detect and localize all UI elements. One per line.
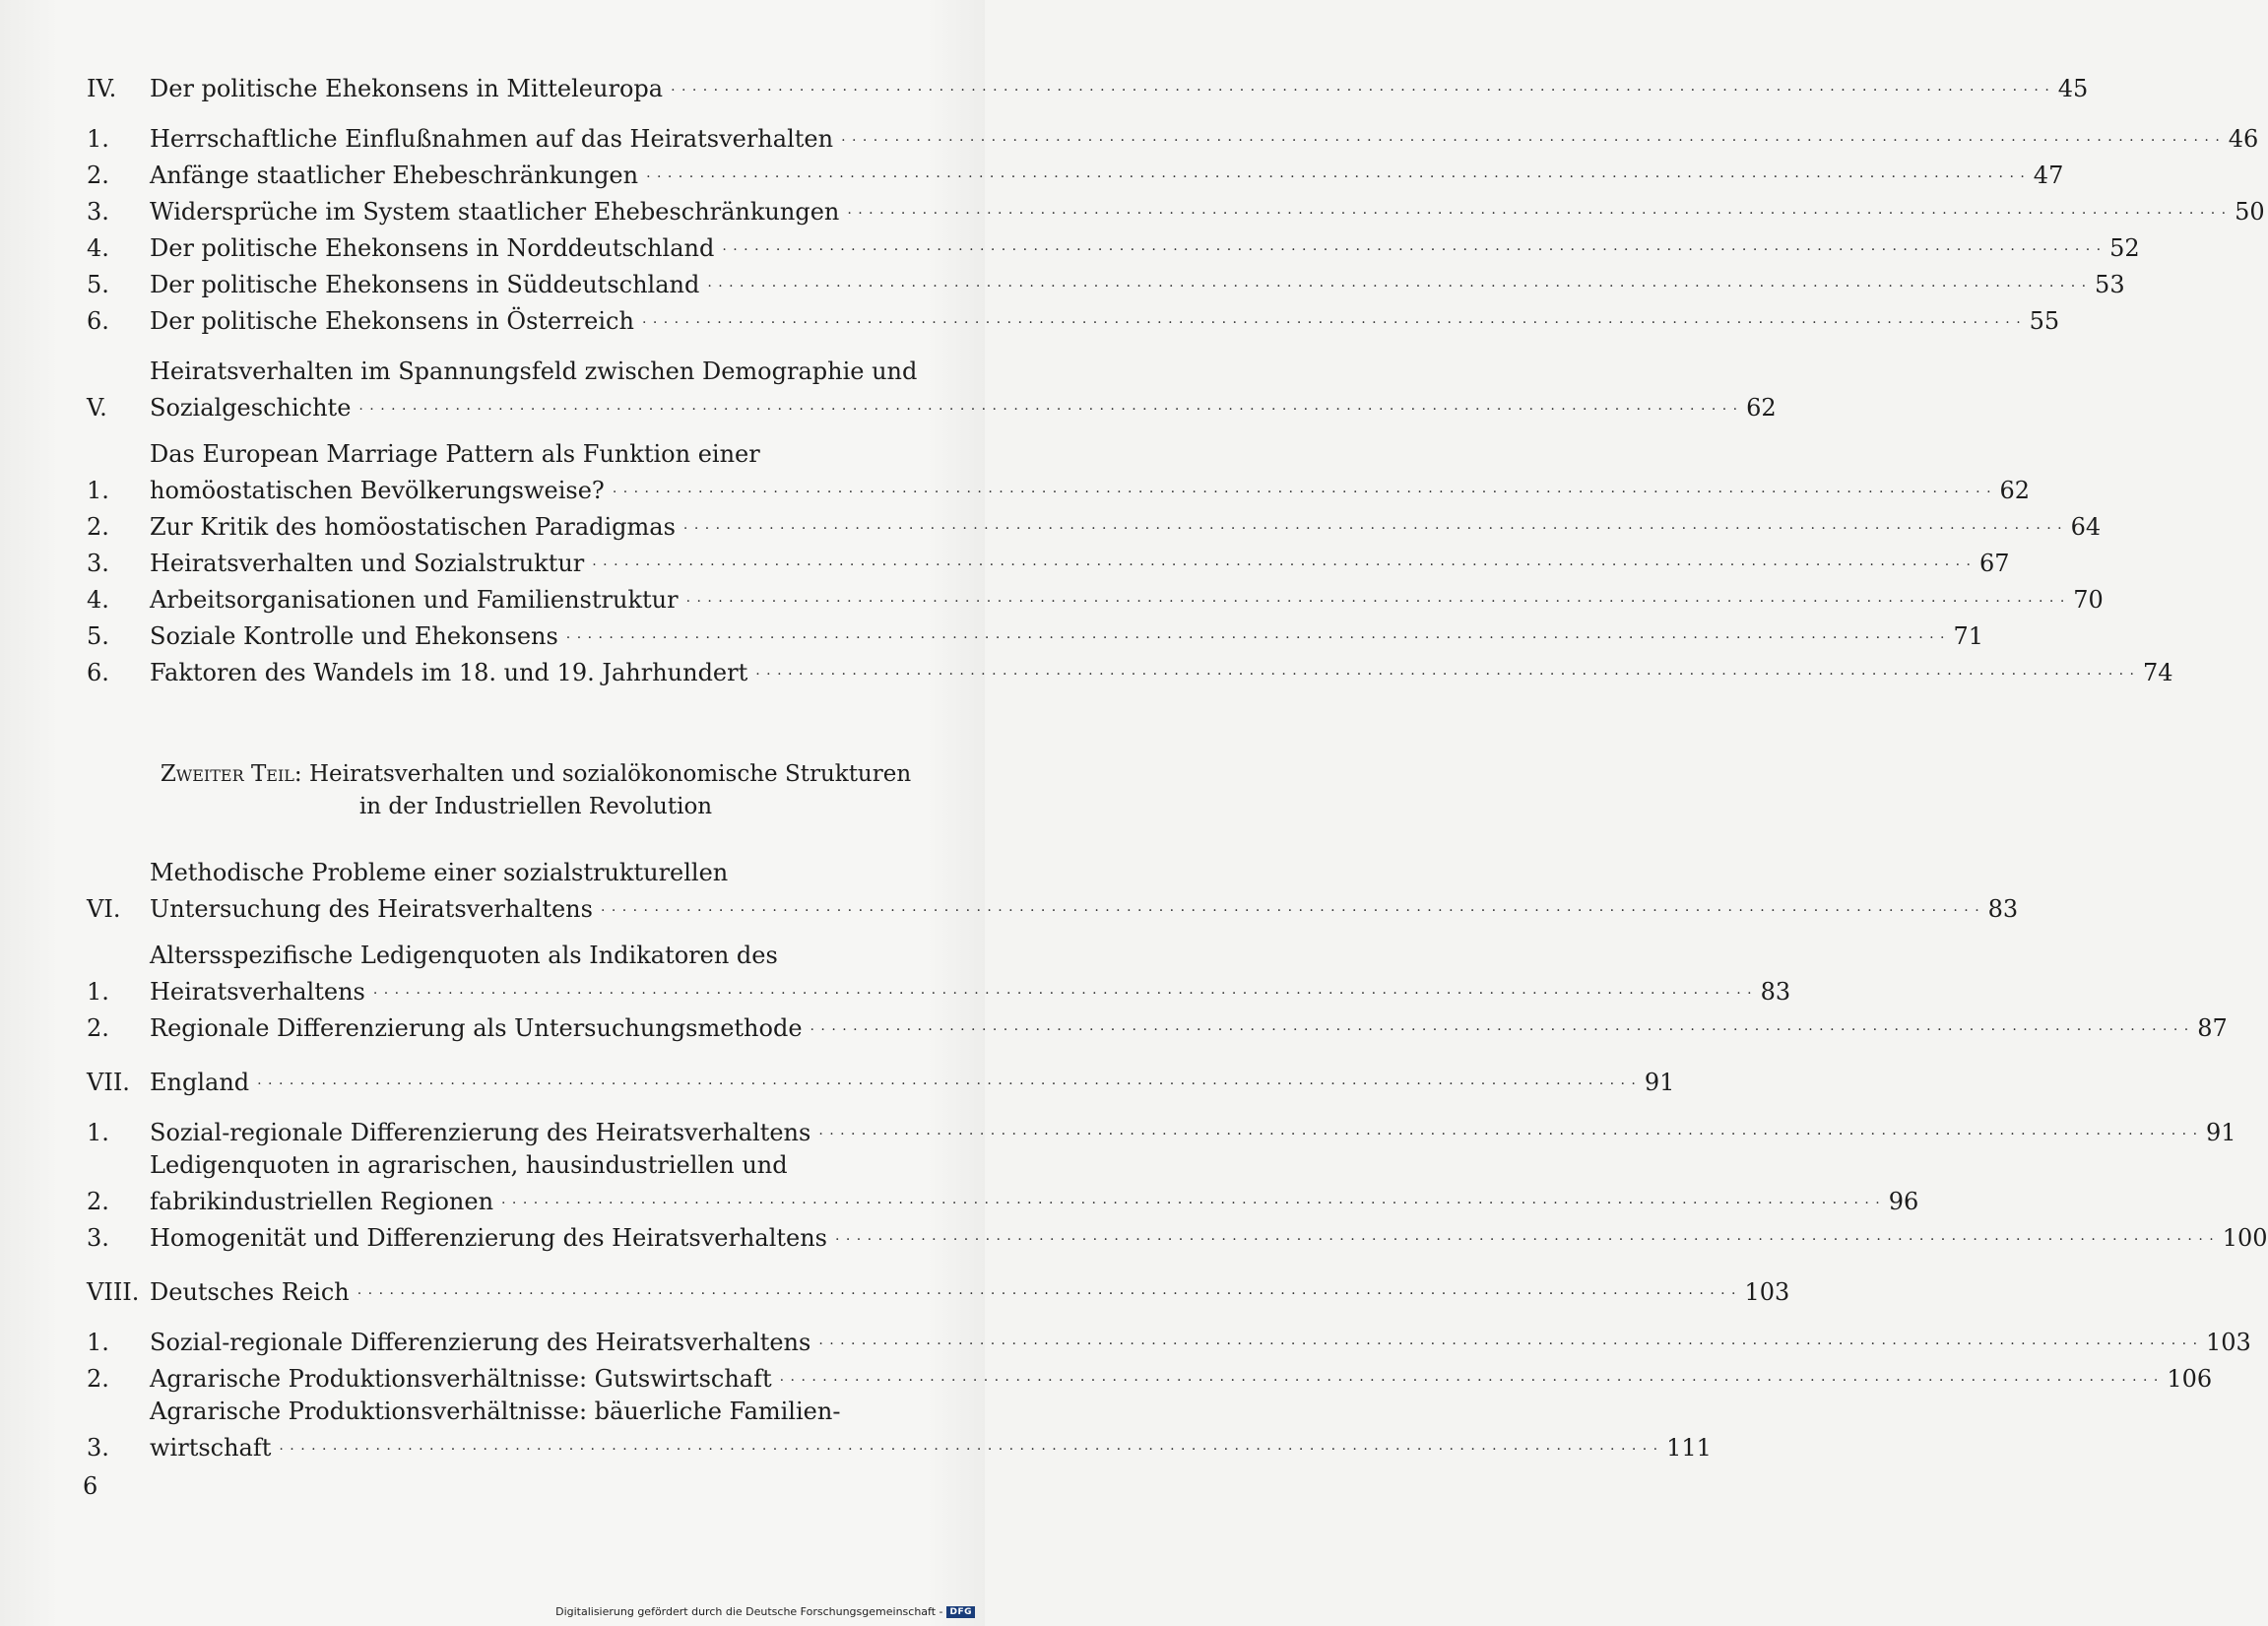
entry-body	[150, 1323, 2251, 1359]
leader-dots	[707, 263, 2087, 299]
entry-page-number: 64	[2070, 513, 2102, 541]
toc-section-entry	[87, 544, 2010, 580]
part-title-line2: in der Industriellen Revolution	[358, 794, 713, 819]
entry-title-line: Der politische Ehekonsens in Norddeutschland	[150, 234, 715, 262]
entry-number: 1.	[87, 125, 109, 153]
leader-dots	[686, 578, 2066, 615]
chapter-block	[87, 69, 2089, 105]
table-of-contents	[87, 69, 2268, 1482]
toc-chapter-entry	[87, 69, 2089, 105]
entry-body	[150, 119, 2258, 156]
entry-page-number: 106	[2167, 1365, 2213, 1393]
entry-last-line	[150, 192, 2265, 228]
leader-dots	[566, 615, 1946, 651]
entry-body	[150, 940, 1790, 1008]
entry-page-number: 53	[2095, 271, 2125, 298]
entry-body	[150, 1149, 1918, 1218]
entry-body	[150, 653, 2173, 689]
entry-page-number: 71	[1953, 622, 1984, 650]
leader-dots	[847, 190, 2227, 227]
entry-title-line: Der politische Ehekonsens in Österreich	[150, 307, 634, 335]
leader-dots	[592, 542, 1972, 578]
toc-part-one	[87, 69, 2265, 689]
entry-last-line	[150, 301, 2059, 338]
leader-dots	[722, 227, 2102, 263]
leader-dots	[279, 1426, 1658, 1463]
toc-section-entry	[87, 1008, 2228, 1045]
digitization-footer	[555, 1605, 975, 1618]
entry-last-line	[150, 1323, 2251, 1359]
entry-page-number: 50	[2235, 198, 2265, 226]
entry-number: 3.	[87, 1434, 109, 1462]
entry-number: 1.	[87, 1119, 109, 1146]
entry-body	[150, 580, 2104, 617]
entry-page-number: 111	[1666, 1434, 1712, 1462]
part-heading	[87, 758, 926, 823]
chapter-block	[87, 1063, 1675, 1099]
entry-title-line: Anfänge staatlicher Ehebeschränkungen	[150, 162, 639, 189]
entry-last-line	[150, 156, 2063, 192]
entry-title-line: Agrarische Produktionsverhältnisse: Gutswirtschaft	[150, 1365, 772, 1393]
entry-title-line: Heiratsverhalten im Spannungsfeld zwischen Demographie und	[150, 358, 918, 385]
entry-title-line: Heiratsverhaltens	[150, 978, 365, 1006]
entry-page-number: 55	[2029, 307, 2060, 335]
entry-page-number: 103	[2206, 1329, 2251, 1356]
entry-page-number: 62	[1999, 477, 2031, 504]
entry-last-line	[150, 1182, 1918, 1218]
entry-title-line: Soziale Kontrolle und Ehekonsens	[150, 622, 558, 650]
entry-last-line	[150, 388, 1777, 424]
leader-dots	[642, 299, 2022, 336]
entry-last-line	[150, 617, 1983, 653]
entry-title-line: Sozial-regionale Differenzierung des Heiratsverhaltens	[150, 1119, 811, 1146]
entry-number: 4.	[87, 234, 109, 262]
entry-last-line	[150, 69, 2088, 105]
entry-body	[150, 617, 1983, 653]
chapter-block	[87, 857, 2019, 926]
entry-last-line	[150, 1428, 1712, 1464]
entry-page-number: 103	[1744, 1278, 1790, 1306]
entry-number: 2.	[87, 513, 109, 541]
entry-number: 3.	[87, 550, 109, 577]
leader-dots	[780, 1357, 2160, 1394]
entry-last-line	[150, 889, 2018, 926]
entry-number: V.	[87, 394, 107, 422]
toc-chapter-entry	[87, 356, 1777, 424]
entry-title-line: Der politische Ehekonsens in Mitteleuropa	[150, 75, 664, 102]
entry-page-number: 87	[2197, 1014, 2228, 1042]
entry-body	[150, 301, 2059, 338]
entry-number: 1.	[87, 477, 109, 504]
leader-dots	[601, 887, 1980, 924]
entry-body	[150, 507, 2101, 544]
entry-title-line: Sozial-regionale Differenzierung des Heiratsverhaltens	[150, 1329, 811, 1356]
toc-section-entry	[87, 1359, 2213, 1396]
toc-section	[87, 356, 2173, 689]
toc-section-entry	[87, 580, 2104, 617]
entry-title-line: Ledigenquoten in agrarischen, hausindustriellen und	[150, 1151, 788, 1179]
toc-section-entry	[87, 940, 1791, 1008]
entry-number: 5.	[87, 622, 109, 650]
entry-title-line: Sozialgeschichte	[150, 394, 352, 422]
leader-dots	[835, 1216, 2215, 1253]
entry-number: VII.	[87, 1069, 130, 1096]
entry-number: 1.	[87, 1329, 109, 1356]
leader-dots	[671, 67, 2050, 103]
toc-section-entry	[87, 1149, 1919, 1218]
entry-title-line: Faktoren des Wandels im 18. und 19. Jahrhundert	[150, 659, 748, 686]
toc-section-entry	[87, 192, 2265, 228]
toc-section-entry	[87, 265, 2125, 301]
toc-section-entry	[87, 617, 1984, 653]
entry-title-line: Der politische Ehekonsens in Süddeutschland	[150, 271, 700, 298]
leader-dots	[373, 970, 1753, 1007]
toc-section-entry	[87, 156, 2064, 192]
footer-text: Digitalisierung gefördert durch die Deutsche Forschungsgemeinschaft -	[555, 1605, 943, 1618]
toc-section-entry	[87, 1396, 1712, 1464]
entry-last-line	[150, 1218, 2268, 1255]
leader-dots	[358, 386, 1738, 423]
leader-dots	[257, 1061, 1637, 1097]
entry-body	[150, 438, 2030, 507]
entry-last-line	[150, 1359, 2212, 1396]
entry-page-number: 91	[2206, 1119, 2236, 1146]
toc-section-entry	[87, 438, 2031, 507]
entry-body	[150, 1359, 2212, 1396]
leader-dots	[818, 1111, 2198, 1147]
toc-section	[87, 1063, 2268, 1255]
entry-title-line: Altersspezifische Ledigenquoten als Indikatoren des	[150, 942, 778, 969]
entry-body	[150, 1063, 1674, 1099]
chapter-block	[87, 1272, 1790, 1309]
entry-number: VI.	[87, 895, 121, 923]
toc-chapter-entry	[87, 857, 2019, 926]
entry-title-line: Deutsches Reich	[150, 1278, 350, 1306]
entry-title-line: Arbeitsorganisationen und Familienstruktur	[150, 586, 679, 614]
entry-number: 2.	[87, 1365, 109, 1393]
entry-last-line	[150, 1063, 1674, 1099]
entry-number: 2.	[87, 1188, 109, 1215]
entry-number: 6.	[87, 307, 109, 335]
toc-section	[87, 1272, 2251, 1464]
entry-page-number: 74	[2142, 659, 2173, 686]
entry-last-line	[150, 507, 2101, 544]
entry-page-number: 67	[1978, 550, 2010, 577]
entry-body	[150, 156, 2063, 192]
entry-title-line: Agrarische Produktionsverhältnisse: bäuerliche Familien-	[150, 1398, 841, 1425]
entry-last-line	[150, 972, 1790, 1008]
entry-last-line	[150, 1008, 2228, 1045]
entry-last-line	[150, 653, 2173, 689]
toc-section-entry	[87, 119, 2259, 156]
leader-dots	[818, 1321, 2198, 1357]
page-number: 6	[83, 1472, 98, 1500]
leader-dots	[755, 651, 2135, 687]
entry-last-line	[150, 1272, 1789, 1309]
entry-number: 5.	[87, 271, 109, 298]
entry-title-line: Untersuchung des Heiratsverhaltens	[150, 895, 593, 923]
leader-dots	[613, 469, 1992, 505]
entry-title-line: fabrikindustriellen Regionen	[150, 1188, 494, 1215]
dfg-logo: DFG	[946, 1606, 975, 1618]
entry-page-number: 46	[2228, 125, 2259, 153]
entry-title-line: Methodische Probleme einer sozialstrukturellen	[150, 859, 729, 886]
toc-chapter-entry	[87, 1272, 1790, 1309]
entry-number: 1.	[87, 978, 109, 1006]
entry-page-number: 91	[1644, 1069, 1675, 1096]
entry-title-line: Das European Marriage Pattern als Funktion einer	[150, 440, 760, 468]
entry-last-line	[150, 471, 2030, 507]
entry-title-line: wirtschaft	[150, 1434, 272, 1462]
toc-section	[87, 69, 2265, 338]
toc-section-entry	[87, 228, 2140, 265]
entry-page-number: 96	[1888, 1188, 1919, 1215]
entry-title-line: Homogenität und Differenzierung des Heiratsverhaltens	[150, 1224, 827, 1252]
entry-number: 3.	[87, 198, 109, 226]
leader-dots	[501, 1180, 1881, 1216]
entry-number: VIII.	[87, 1278, 140, 1306]
entry-last-line	[150, 228, 2140, 265]
entry-title-line: England	[150, 1069, 250, 1096]
entry-page-number: 62	[1746, 394, 1777, 422]
entry-title-line: Herrschaftliche Einflußnahmen auf das Heiratsverhalten	[150, 125, 834, 153]
toc-section-entry	[87, 507, 2102, 544]
entry-number: 6.	[87, 659, 109, 686]
entry-body	[150, 265, 2125, 301]
entry-last-line	[150, 119, 2258, 156]
entry-page-number: 52	[2109, 234, 2140, 262]
entry-body	[150, 1008, 2228, 1045]
toc-chapter-entry	[87, 1063, 1675, 1099]
entry-number: 3.	[87, 1224, 109, 1252]
entry-body	[150, 1113, 2236, 1149]
leader-dots	[841, 117, 2221, 154]
entry-body	[150, 857, 2018, 926]
part-title-line1: Heiratsverhalten und sozialökonomische Strukturen	[308, 761, 912, 787]
entry-number: 4.	[87, 586, 109, 614]
part-label: Zweiter Teil:	[160, 761, 302, 787]
toc-section-entry	[87, 1113, 2236, 1149]
toc-part-two	[87, 857, 2268, 1464]
entry-number: IV.	[87, 75, 117, 102]
entry-page-number: 83	[1987, 895, 2019, 923]
entry-page-number: 47	[2033, 162, 2064, 189]
entry-body	[150, 192, 2265, 228]
entry-body	[150, 356, 1777, 424]
entry-last-line	[150, 265, 2125, 301]
entry-title-line: Regionale Differenzierung als Untersuchungsmethode	[150, 1014, 803, 1042]
toc-section-entry	[87, 1218, 2268, 1255]
toc-section-entry	[87, 1323, 2251, 1359]
entry-page-number: 70	[2073, 586, 2104, 614]
entry-body	[150, 1218, 2268, 1255]
entry-title-line: homöostatischen Bevölkerungsweise?	[150, 477, 605, 504]
entry-page-number: 83	[1760, 978, 1791, 1006]
entry-body	[150, 1272, 1789, 1309]
toc-section	[87, 857, 2228, 1045]
entry-page-number: 45	[2057, 75, 2089, 102]
toc-section-entry	[87, 301, 2060, 338]
leader-dots	[357, 1270, 1737, 1307]
leader-dots	[683, 505, 2063, 542]
entry-page-number: 100	[2222, 1224, 2268, 1252]
entry-title-line: Zur Kritik des homöostatischen Paradigmas	[150, 513, 676, 541]
chapter-block	[87, 356, 1777, 424]
leader-dots	[646, 154, 2026, 190]
entry-last-line	[150, 1113, 2236, 1149]
entry-body	[150, 228, 2140, 265]
toc-section-entry	[87, 653, 2173, 689]
entry-number: 2.	[87, 1014, 109, 1042]
entry-body	[150, 1396, 1712, 1464]
leader-dots	[810, 1007, 2190, 1043]
entry-title-line: Widersprüche im System staatlicher Ehebeschränkungen	[150, 198, 840, 226]
entry-body	[150, 69, 2088, 105]
entry-title-line: Heiratsverhalten und Sozialstruktur	[150, 550, 585, 577]
entry-last-line	[150, 580, 2104, 617]
entry-number: 2.	[87, 162, 109, 189]
entry-last-line	[150, 544, 2010, 580]
entry-body	[150, 544, 2010, 580]
